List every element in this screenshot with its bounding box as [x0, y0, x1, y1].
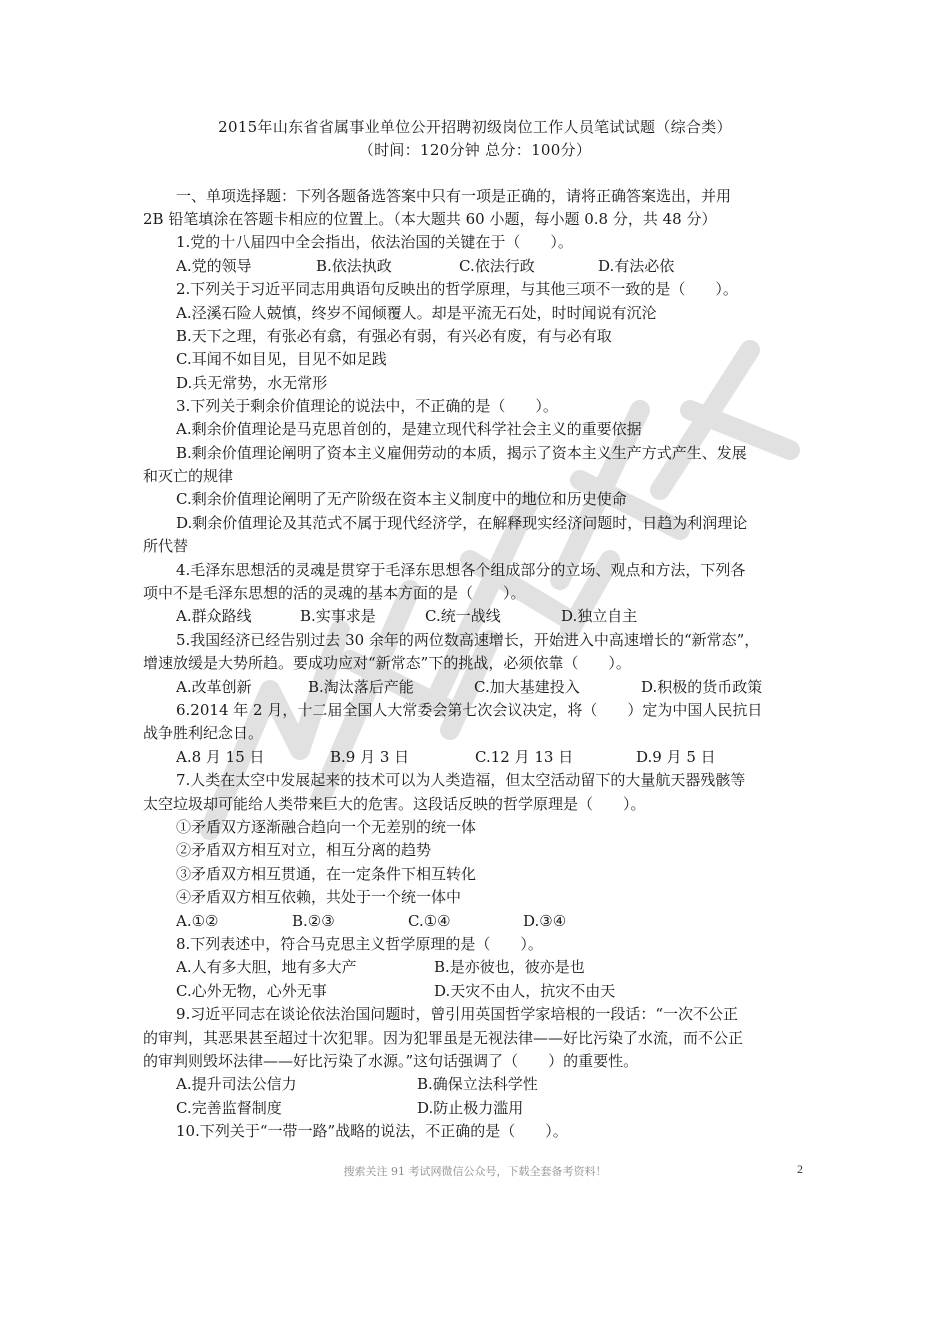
question-6-stem-line-1: 6.2014 年 2 月，十二届全国人大常委会第七次会议决定，将（ ）定为中国人民抗日	[176, 701, 763, 719]
question-9-stem-line-1: 9.习近平同志在谈论依法治国问题时，曾引用英国哲学家培根的一段话：“一次不公正	[176, 1005, 738, 1023]
q1-option-a: A.党的领导	[176, 257, 252, 275]
question-5-stem-line-2: 增速放缓是大势所趋。要成功应对“新常态”下的挑战，必须依靠（ ）。	[143, 654, 631, 672]
q4-option-b: B.实事求是	[300, 607, 376, 625]
q2-option-b: B.天下之理，有张必有翕，有强必有弱，有兴必有废，有与必有取	[176, 327, 612, 345]
q5-option-c: C.加大基建投入	[474, 678, 580, 696]
q9-option-b: B.确保立法科学性	[417, 1075, 538, 1093]
q1-option-c: C.依法行政	[459, 257, 535, 275]
q4-option-c: C.统一战线	[425, 607, 501, 625]
q4-option-d: D.独立自主	[561, 607, 638, 625]
q9-option-d: D.防止极力滥用	[417, 1099, 524, 1117]
q7-statement-3: ③矛盾双方相互贯通，在一定条件下相互转化	[176, 865, 477, 883]
q6-option-b: B.9 月 3 日	[330, 748, 410, 766]
q8-option-b: B.是亦彼也，彼亦是也	[434, 958, 585, 976]
q8-option-a: A.人有多大胆，地有多大产	[176, 958, 357, 976]
question-5-stem-line-1: 5.我国经济已经告别过去 30 余年的两位数高速增长，开始进入中高速增长的“新常态”，	[176, 631, 760, 649]
q7-option-b: B.②③	[292, 912, 335, 930]
q7-statement-1: ①矛盾双方逐渐融合趋向一个无差别的统一体	[176, 818, 477, 836]
question-7-stem-line-2: 太空垃圾却可能给人类带来巨大的危害。这段话反映的哲学原理是（ ）。	[143, 795, 646, 813]
q6-option-c: C.12 月 13 日	[475, 748, 574, 766]
footer-note: 搜索关注 91 考试网微信公众号，下载全套备考资料！	[343, 1165, 607, 1178]
q5-option-a: A.改革创新	[176, 678, 252, 696]
q7-option-a: A.①②	[176, 912, 219, 930]
question-3-stem: 3.下列关于剩余价值理论的说法中，不正确的是（ ）。	[176, 397, 558, 415]
q3-option-d-line-2: 所代替	[143, 537, 189, 555]
q2-option-d: D.兵无常势，水无常形	[176, 374, 328, 392]
page-subtitle: （时间：120分钟 总分：100分）	[358, 141, 592, 159]
q2-option-a: A.泾溪石险人兢慎，终岁不闻倾覆人。却是平流无石处，时时闻说有沉沦	[176, 304, 657, 322]
q9-option-a: A.提升司法公信力	[176, 1075, 297, 1093]
q8-option-c: C.心外无物，心外无事	[176, 982, 327, 1000]
q5-option-d: D.积极的货币政策	[641, 678, 763, 696]
question-9-stem-line-3: 的审判则毁坏法律——好比污染了水源。”这句话强调了（ ）的重要性。	[143, 1052, 639, 1070]
q7-option-d: D.③④	[523, 912, 567, 930]
q9-option-c: C.完善监督制度	[176, 1099, 282, 1117]
question-2-stem: 2.下列关于习近平同志用典语句反映出的哲学原理，与其他三项不一致的是（ ）。	[176, 280, 738, 298]
q1-option-b: B.依法执政	[316, 257, 392, 275]
question-9-stem-line-2: 的审判，其恶果甚至超过十次犯罪。因为犯罪虽是无视法律——好比污染了水流，而不公正	[143, 1029, 744, 1047]
page-title: 2015年山东省省属事业单位公开招聘初级岗位工作人员笔试试题（综合类）	[218, 118, 732, 136]
section-instruction-line-2: 2B 铅笔填涂在答题卡相应的位置上。（本大题共 60 小题，每小题 0.8 分，共 48 分）	[143, 210, 717, 228]
q2-option-c: C.耳闻不如目见，目见不如足践	[176, 350, 387, 368]
question-1-stem: 1.党的十八届四中全会指出，依法治国的关键在于（ ）。	[176, 233, 573, 251]
q3-option-c: C.剩余价值理论阐明了无产阶级在资本主义制度中的地位和历史使命	[176, 490, 627, 508]
q6-option-d: D.9 月 5 日	[636, 748, 716, 766]
question-4-stem-line-2: 项中不是毛泽东思想的活的灵魂的基本方面的是（ ）。	[143, 584, 526, 602]
question-8-stem: 8.下列表述中，符合马克思主义哲学原理的是（ ）。	[176, 935, 543, 953]
section-instruction-line-1: 一、单项选择题：下列各题备选答案中只有一项是正确的，请将正确答案选出，并用	[176, 187, 732, 205]
question-10-stem: 10.下列关于“一带一路”战略的说法，不正确的是（ ）。	[176, 1122, 568, 1140]
q3-option-a: A.剩余价值理论是马克思首创的，是建立现代科学社会主义的重要依据	[176, 420, 642, 438]
question-7-stem-line-1: 7.人类在太空中发展起来的技术可以为人类造福，但太空活动留下的大量航天器残骸等	[176, 771, 746, 789]
q7-option-c: C.①④	[408, 912, 451, 930]
q7-statement-4: ④矛盾双方相互依赖，共处于一个统一体中	[176, 888, 462, 906]
q3-option-d-line-1: D.剩余价值理论及其范式不属于现代经济学，在解释现实经济问题时，日趋为利润理论	[176, 514, 748, 532]
q6-option-a: A.8 月 15 日	[176, 748, 265, 766]
question-4-stem-line-1: 4.毛泽东思想活的灵魂是贯穿于毛泽东思想各个组成部分的立场、观点和方法，下列各	[176, 561, 746, 579]
page-number: 2	[797, 1162, 803, 1176]
q4-option-a: A.群众路线	[176, 607, 252, 625]
q1-option-d: D.有法必依	[598, 257, 675, 275]
q7-statement-2: ②矛盾双方相互对立，相互分离的趋势	[176, 841, 432, 859]
q3-option-b-line-2: 和灭亡的规律	[143, 467, 234, 485]
q3-option-b-line-1: B.剩余价值理论阐明了资本主义雇佣劳动的本质，揭示了资本主义生产方式产生、发展	[176, 444, 747, 462]
q5-option-b: B.淘汰落后产能	[308, 678, 414, 696]
question-6-stem-line-2: 战争胜利纪念日。	[143, 724, 264, 742]
q8-option-d: D.天灾不由人，抗灾不由天	[434, 982, 616, 1000]
